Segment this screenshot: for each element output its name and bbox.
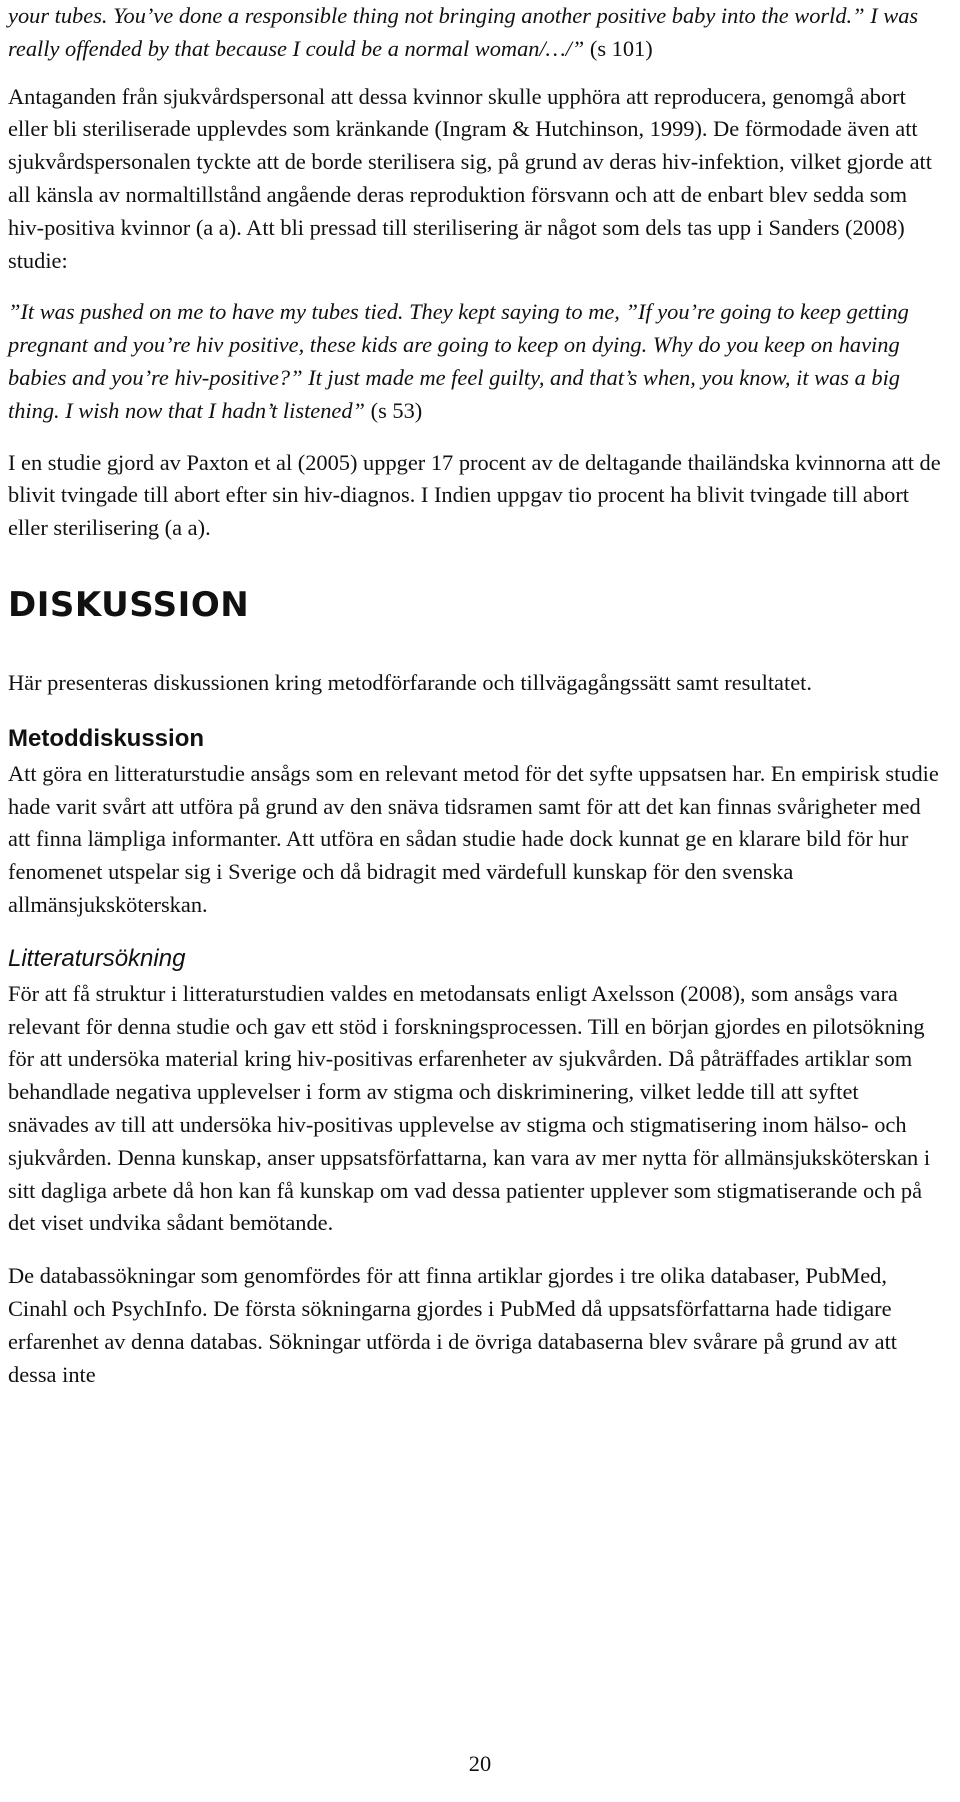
body-paragraph: För att få struktur i litteraturstudien valdes en metodansats enligt Axelsson (2008), som ansågs vara relevant för denna studie och gav ett stöd i forskningsprocessen. Till en början gjordes en pilotsökning för att undersöka material kring hiv-positivas erfarenheter av sjukvården. Då påträffades artiklar som behandlade negativa upplevelser i form av stigma och diskriminering, vilket ledde till att syftet snävades av till att undersöka hiv-positivas upplevelse av stigma och stigmatisering inom hälso- och sjukvården. Denna kunskap, anser uppsatsförfattarna, kan vara av mer nytta för allmänsjuksköterskan i sitt dagliga arbete då hon kan få kunskap om vad dessa patienter upplever som stigmatiserande och på det viset undvika sådant bemötande. — [8, 980, 931, 1236]
subsection-heading: Metoddiskussion — [8, 724, 205, 752]
block-quote — [8, 296, 943, 427]
body-paragraph: Att göra en litteraturstudie ansågs som en relevant metod för det syfte uppsatsen har. En empirisk studie hade varit svårt att utföra på grund av den snäva tidsramen samt för att det kan finnas svårigheter med att finna lämpliga informanter. Att utföra en sådan studie hade dock kunnat ge en klarare bild för hur fenomenet utspelar sig i Sverige och då bidragit med värdefull kunskap för den svenska allmänsjuksköterskan. — [8, 760, 939, 917]
document-page — [8, 0, 943, 1391]
body-paragraph: Antaganden från sjukvårdspersonal att dessa kvinnor skulle upphöra att reproducera, genomgå abort eller bli steriliserade upplevdes som kränkande (Ingram & Hutchinson, 1999). De förmodade även att sjukvårdspersonalen tyckte att de borde sterilisera sig, på grund av deras hiv-infektion, vilket gjorde att all känsla av normaltillstånd angående deras reproduktion försvann och att de enbart blev sedda som hiv-positiva kvinnor (a a). Att bli pressad till sterilisering är något som dels tas upp i Sanders (2008) studie: — [8, 83, 932, 273]
section-title: DISKUSSION — [8, 584, 250, 625]
quote-continuation — [8, 0, 943, 66]
page-number: 20 — [468, 1751, 492, 1776]
quote-citation: (s 53) — [365, 397, 423, 423]
section-intro: Här presenteras diskussionen kring metodförfarande och tillvägagångssätt samt resultatet. — [8, 669, 812, 695]
quote-text: ”It was pushed on me to have my tubes tied. They kept saying to me, ”If you’re going to keep getting pregnant and you’re hiv positive, these kids are going to keep on dying. Why do you keep on having babies and you’re hiv-positive?” It just made me feel guilty, and that’s when, you know, it was a big thing. I wish now that I hadn’t listened” — [8, 299, 909, 423]
subsubsection-heading: Litteratursökning — [8, 944, 186, 972]
quote-text: your tubes. You’ve done a responsible thing not bringing another positive baby into the world.” I was really offended by that because I could be a normal woman/…/” — [8, 3, 919, 61]
quote-citation: (s 101) — [584, 35, 653, 61]
body-paragraph: De databassökningar som genomfördes för att finna artiklar gjordes i tre olika databaser, PubMed, Cinahl och PsychInfo. De första sökningarna gjordes i PubMed då uppsatsförfattarna hade tidigare erfarenhet av denna databas. Sökningar utförda i de övriga databaserna blev svårare på grund av att dessa inte — [8, 1263, 898, 1387]
body-paragraph: I en studie gjord av Paxton et al (2005) uppger 17 procent av de deltagande thailändska kvinnorna att de blivit tvingade till abort efter sin hiv-diagnos. I Indien uppgav tio procent ha blivit tvingade till abort eller sterilisering (a a). — [8, 449, 941, 541]
